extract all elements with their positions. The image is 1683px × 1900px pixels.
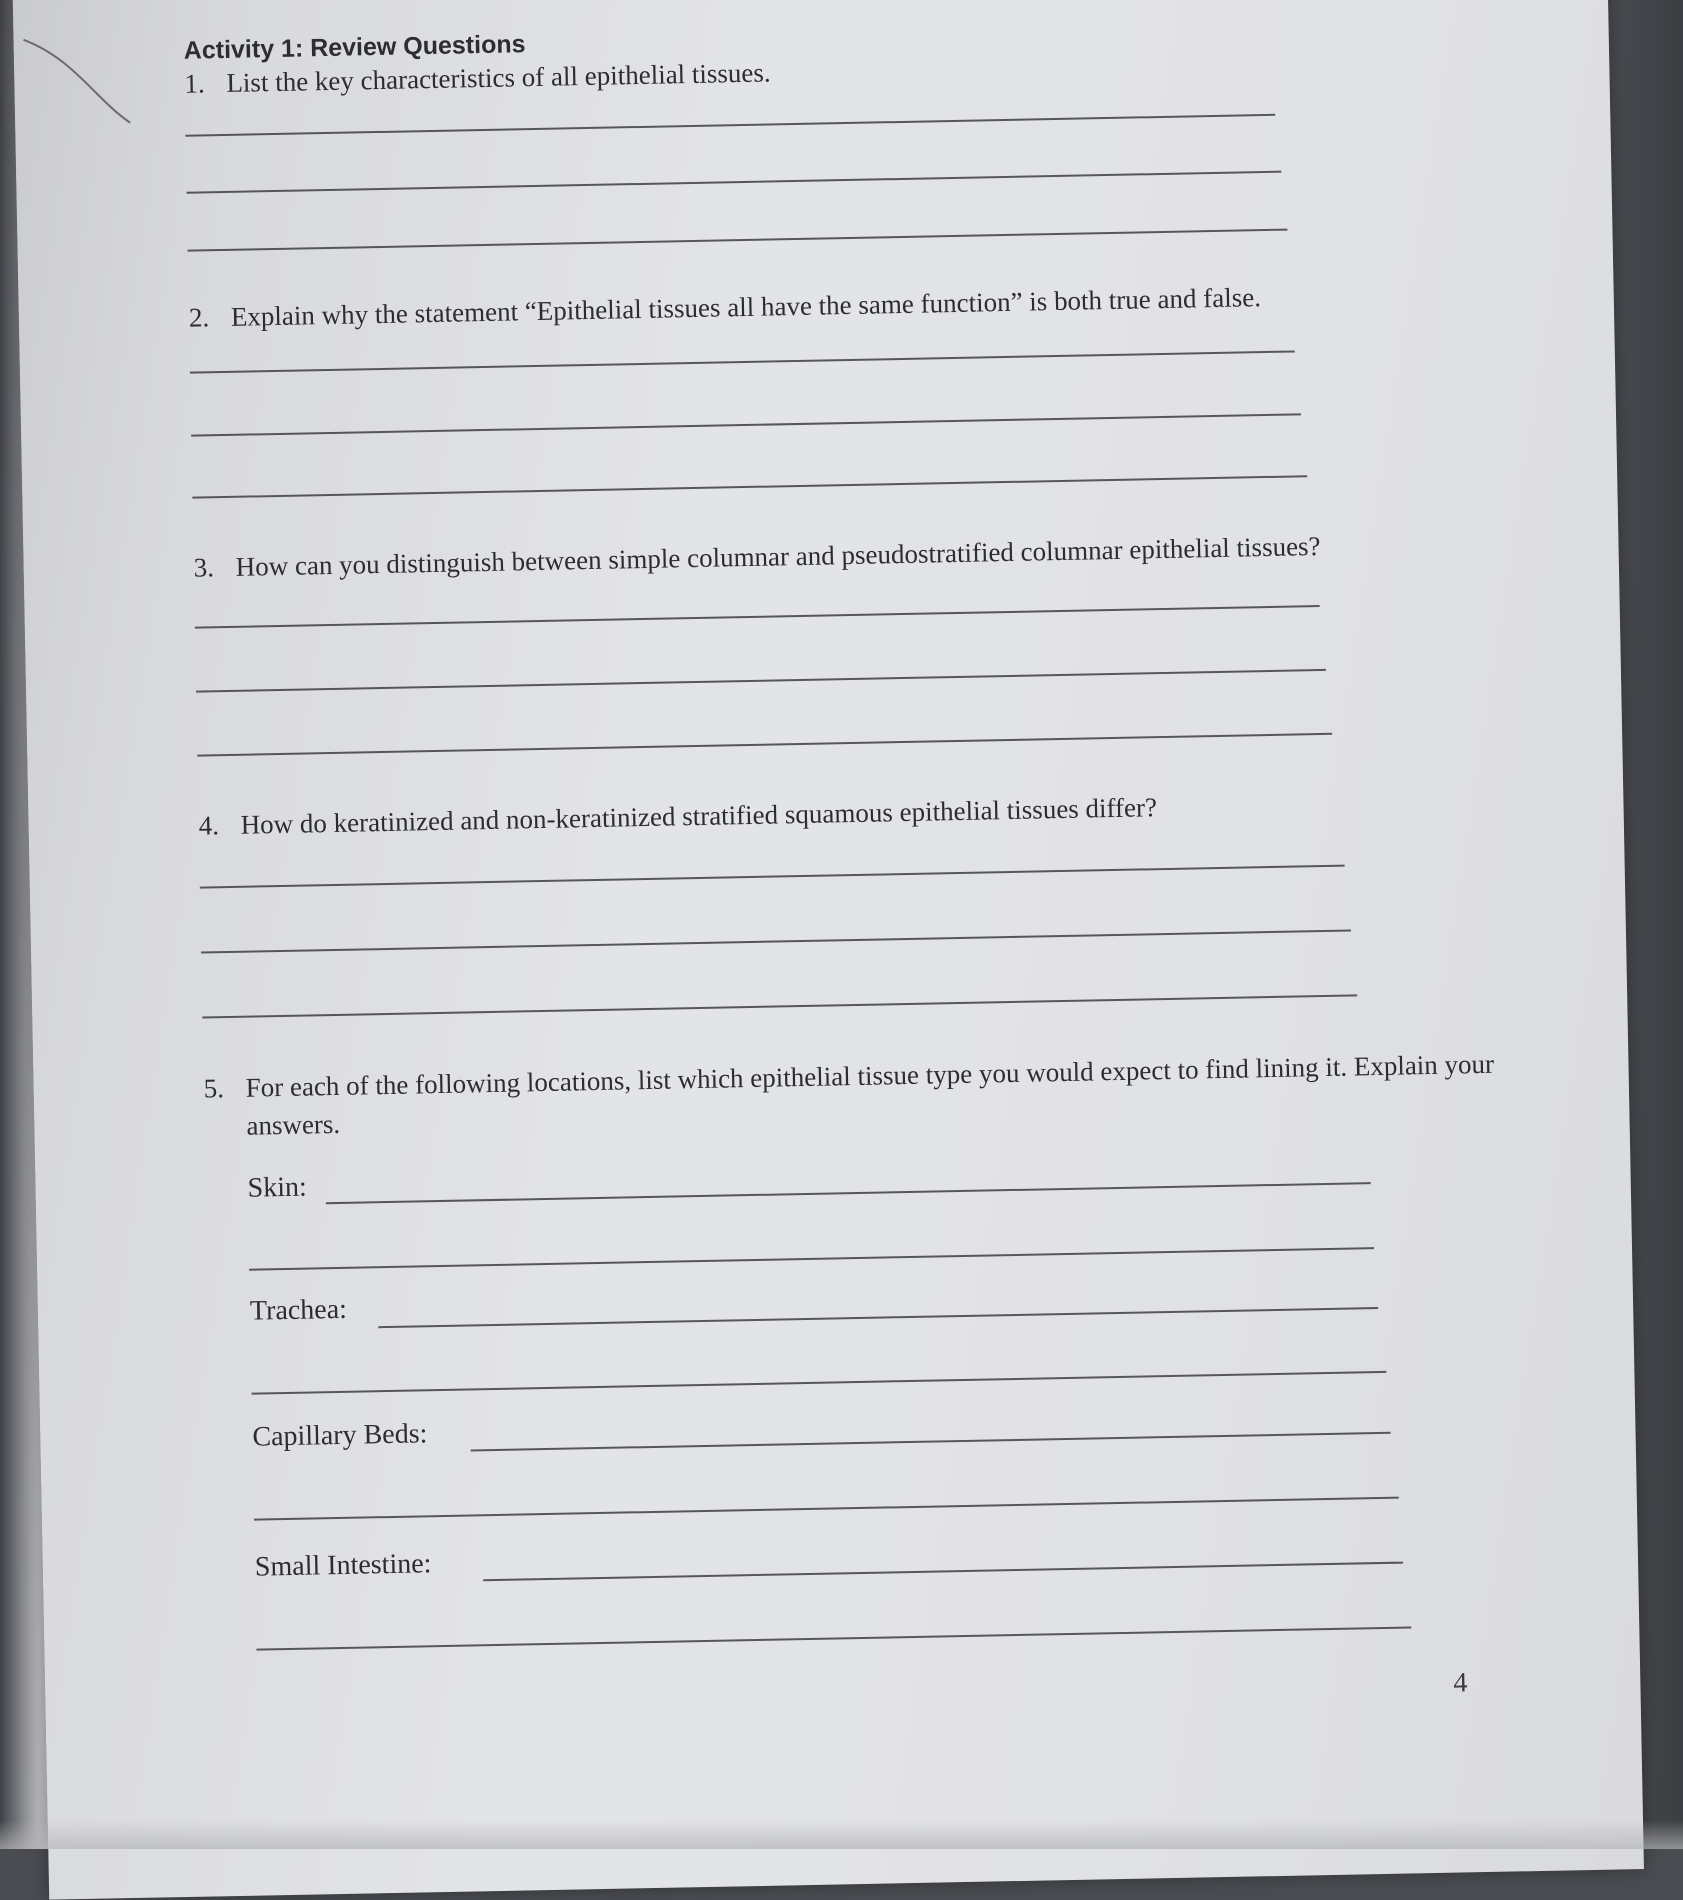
answer-line[interactable] — [252, 1371, 1387, 1396]
answer-line[interactable] — [188, 229, 1288, 253]
answer-line[interactable] — [249, 1247, 1374, 1272]
question-4-number: 4. — [198, 810, 220, 841]
answer-line[interactable] — [190, 350, 1295, 374]
location-label-trachea: Trachea: — [249, 1293, 348, 1327]
question-3-text: How can you distinguish between simple columnar and pseudostratified columnar epithelial tissues? — [235, 530, 1321, 582]
answer-line-capillary-beds[interactable] — [471, 1432, 1391, 1453]
answer-line[interactable] — [254, 1497, 1399, 1522]
answer-line[interactable] — [196, 669, 1326, 694]
answer-line[interactable] — [201, 929, 1351, 954]
answer-line[interactable] — [185, 114, 1275, 138]
answer-line[interactable] — [197, 733, 1332, 758]
question-4 — [198, 781, 1528, 845]
location-label-small-intestine: Small Intestine: — [254, 1548, 432, 1583]
question-3-number: 3. — [193, 552, 215, 583]
bottom-shading — [0, 1820, 1683, 1849]
answer-line-trachea[interactable] — [378, 1307, 1378, 1329]
answer-line[interactable] — [191, 413, 1301, 437]
question-1-text: List the key characteristics of all epithelial tissues. — [226, 57, 771, 98]
page-number: 4 — [1453, 1667, 1468, 1699]
worksheet-content — [183, 11, 1524, 1699]
question-2-text: Explain why the statement “Epithelial tissues all have the same function” is both true and false. — [230, 282, 1262, 332]
answer-line-skin[interactable] — [326, 1182, 1371, 1205]
answer-line[interactable] — [256, 1626, 1411, 1651]
answer-line[interactable] — [202, 994, 1357, 1019]
answer-line[interactable] — [200, 865, 1345, 890]
question-4-text: How do keratinized and non-keratinized stratified squamous epithelial tissues differ? — [240, 792, 1158, 840]
question-5 — [203, 1044, 1534, 1146]
worksheet-page — [12, 0, 1644, 1900]
question-5-number: 5. — [203, 1073, 225, 1104]
question-3 — [193, 523, 1523, 587]
answer-line[interactable] — [192, 475, 1307, 499]
answer-line[interactable] — [186, 171, 1281, 195]
question-5-text: For each of the following locations, list which epithelial tissue type you would expect to find lining it. Explain your answers. — [245, 1048, 1495, 1141]
location-label-capillary-beds: Capillary Beds: — [252, 1418, 428, 1453]
answer-line-small-intestine[interactable] — [483, 1562, 1403, 1583]
answer-line[interactable] — [195, 605, 1320, 630]
question-2 — [189, 273, 1519, 337]
question-2-number: 2. — [188, 302, 210, 333]
question-1-number: 1. — [184, 68, 205, 99]
activity-heading: Activity 1: Review Questions — [183, 30, 526, 65]
location-label-skin: Skin: — [247, 1171, 308, 1204]
